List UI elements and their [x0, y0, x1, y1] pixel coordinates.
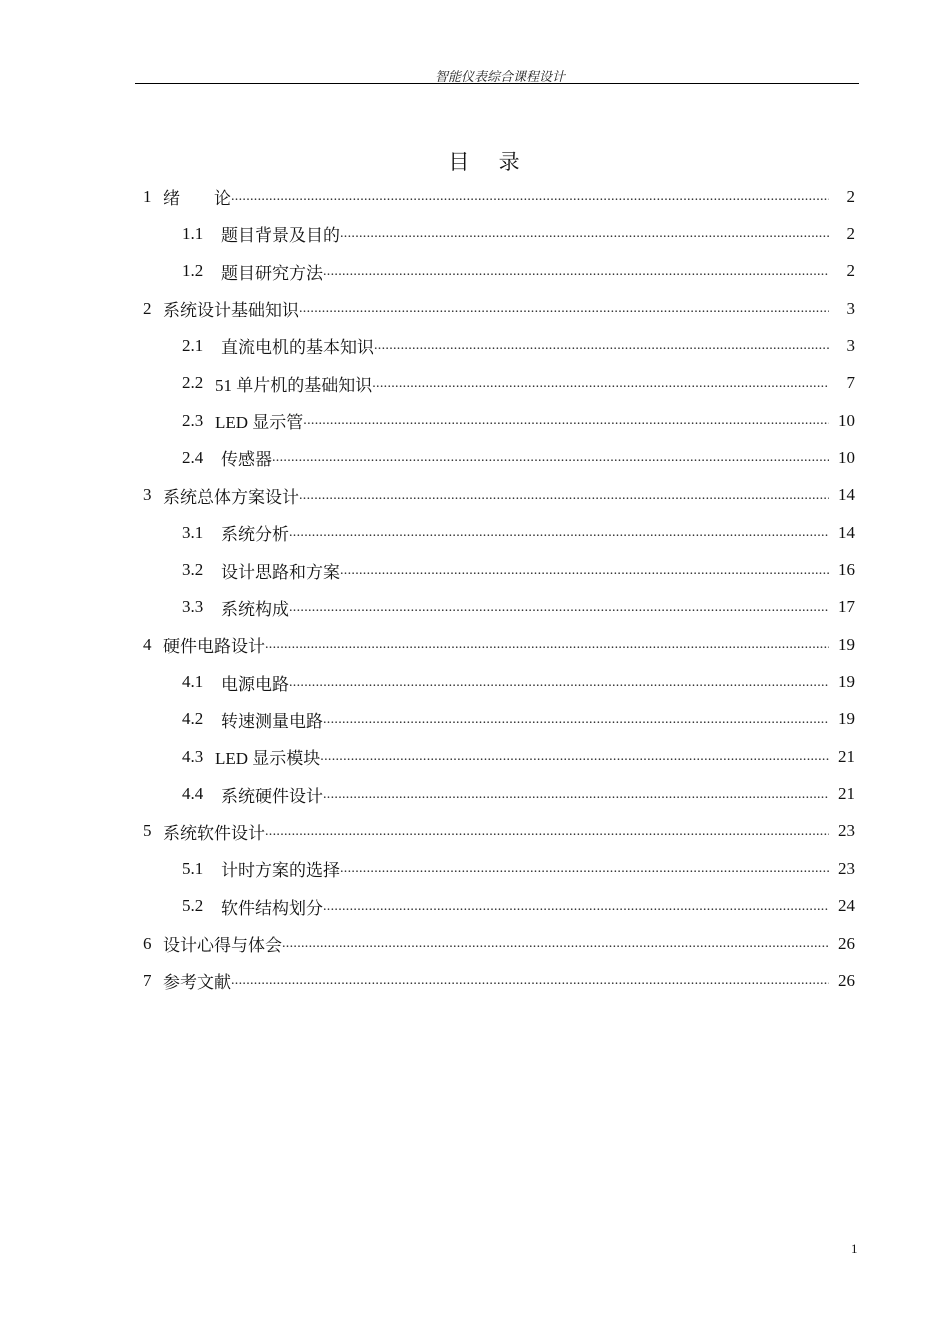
toc-entry-number: 7	[143, 970, 152, 990]
toc-entry-page: 23	[838, 858, 855, 878]
dot-leader	[289, 589, 829, 626]
toc-entry-page: 19	[838, 672, 855, 692]
toc-section-entry[interactable]	[182, 215, 855, 252]
toc-chapter-entry[interactable]	[143, 290, 855, 327]
dot-leader	[299, 290, 829, 327]
dot-leader	[323, 888, 829, 925]
toc-entry-number: 5.2	[182, 896, 204, 916]
toc-entry-number: 3.1	[182, 522, 204, 542]
toc-entry-number: 3	[143, 485, 152, 505]
toc-entry-title: 设计心得与体会	[163, 936, 282, 955]
toc-entry-page: 3	[846, 298, 855, 318]
toc-entry-number: 1	[143, 186, 152, 206]
dot-leader	[372, 365, 829, 402]
toc-section-entry[interactable]	[182, 402, 855, 439]
toc-section-entry[interactable]	[182, 776, 855, 813]
toc-entry-title: 计时方案的选择	[221, 861, 340, 881]
toc-entry-number: 5.1	[182, 858, 204, 878]
toc-entry-page: 7	[846, 373, 855, 393]
toc-entry-page: 2	[846, 186, 855, 206]
toc-chapter-entry[interactable]	[143, 962, 855, 999]
toc-chapter-entry[interactable]	[143, 925, 855, 962]
page-number: 1	[851, 1241, 858, 1256]
toc-entry-title: 软件结构划分	[221, 898, 323, 918]
toc-entry-title: 硬件电路设计	[163, 637, 265, 657]
dot-leader	[374, 327, 829, 364]
toc-entry-title: 系统总体方案设计	[163, 487, 299, 507]
dot-leader	[299, 477, 829, 514]
header-rule	[135, 83, 859, 84]
toc-entry-page: 23	[838, 821, 855, 841]
toc-entry-number: 4.1	[182, 672, 204, 692]
dot-leader	[340, 552, 829, 589]
dot-leader	[289, 664, 829, 701]
dot-leader	[231, 178, 829, 215]
toc-section-entry[interactable]	[182, 888, 855, 925]
toc-section-entry[interactable]	[182, 327, 855, 364]
toc-entry-title: 直流电机的基本知识	[221, 338, 374, 358]
toc-entry-page: 16	[838, 560, 855, 579]
toc-entry-title: 系统硬件设计	[221, 786, 323, 806]
dot-leader	[303, 402, 829, 439]
toc-entry-title: 题目研究方法	[221, 263, 323, 283]
toc-chapter-entry[interactable]	[143, 178, 855, 215]
toc-entry-page: 10	[838, 410, 855, 430]
dot-leader	[289, 514, 829, 551]
toc-entry-page: 19	[838, 634, 855, 654]
toc-entry-page: 14	[838, 485, 855, 505]
toc-entry-number: 3.2	[182, 560, 204, 579]
toc-entry-title: 参考文献	[163, 973, 231, 993]
toc-entry-number: 2.4	[182, 447, 204, 467]
toc-entry-number: 2	[143, 298, 152, 318]
toc-entry-title: 转速测量电路	[221, 711, 323, 731]
toc-entry-title: 题目背景及目的	[221, 226, 340, 246]
toc-entry-number: 4	[143, 634, 152, 654]
toc-entry-title: 电源电路	[221, 674, 289, 694]
toc-chapter-entry[interactable]	[143, 626, 855, 663]
toc-section-entry[interactable]	[182, 589, 855, 626]
toc-entry-page: 10	[838, 447, 855, 467]
toc-entry-page: 26	[838, 933, 855, 953]
toc-entry-number: 1.2	[182, 261, 204, 281]
dot-leader	[272, 439, 829, 476]
toc-entry-number: 4.4	[182, 784, 204, 804]
toc-section-entry[interactable]	[182, 439, 855, 476]
toc-entry-number: 4.3	[182, 746, 204, 766]
toc-entry-page: 26	[838, 970, 855, 990]
toc-entry-page: 14	[838, 522, 855, 542]
toc-entry-number: 3.3	[182, 597, 204, 617]
toc-entry-page: 2	[846, 261, 855, 281]
toc-entry-title: 系统设计基础知识	[163, 301, 299, 321]
toc-entry-title: 设计思路和方案	[221, 562, 340, 582]
dot-leader	[323, 701, 829, 738]
toc-section-entry[interactable]	[182, 664, 855, 701]
dot-leader	[340, 850, 829, 887]
toc-entry-number: 6	[143, 933, 152, 953]
toc-section-entry[interactable]	[182, 365, 855, 402]
toc-entry-page: 19	[838, 709, 855, 729]
dot-leader	[265, 626, 829, 663]
toc-entry-number: 2.1	[182, 335, 204, 355]
running-header: 智能仪表综合课程设计	[434, 69, 565, 84]
toc-chapter-entry[interactable]	[143, 813, 855, 850]
toc-entry-page: 3	[846, 335, 855, 355]
toc-section-entry[interactable]	[182, 738, 855, 775]
toc-entry-title: 系统构成	[221, 599, 289, 619]
dot-leader	[265, 813, 829, 850]
toc-entry-number: 1.1	[182, 223, 204, 243]
toc-entry-title: LED 显示模块	[215, 749, 321, 769]
toc-entry-number: 5	[143, 821, 152, 841]
toc-entry-title: LED 显示管	[215, 413, 304, 433]
dot-leader	[231, 962, 829, 999]
toc-entry-number: 4.2	[182, 709, 204, 729]
toc-entry-title: 系统软件设计	[163, 823, 265, 843]
toc-section-entry[interactable]	[182, 514, 855, 551]
toc-entry-title: 51 单片机的基础知识	[215, 375, 373, 395]
toc-entry-title: 系统分析	[221, 525, 289, 545]
toc-entry-title: 绪 论	[163, 189, 231, 208]
dot-leader	[320, 738, 829, 775]
toc-entry-page: 17	[838, 597, 855, 617]
toc-entry-page: 21	[838, 746, 855, 766]
toc-entry-page: 21	[838, 784, 855, 804]
toc-entry-title: 传感器	[221, 450, 272, 470]
toc-section-entry[interactable]	[182, 850, 855, 887]
toc-title: 目 录	[448, 150, 532, 174]
toc-entry-number: 2.3	[182, 410, 204, 430]
toc-entry-page: 2	[846, 223, 855, 243]
toc-entry-page: 24	[838, 896, 855, 916]
dot-leader	[323, 776, 829, 813]
toc-section-entry[interactable]	[182, 552, 855, 589]
toc-chapter-entry[interactable]	[143, 477, 855, 514]
toc-entry-number: 2.2	[182, 373, 204, 393]
toc-section-entry[interactable]	[182, 701, 855, 738]
toc-section-entry[interactable]	[182, 253, 855, 290]
dot-leader	[282, 925, 829, 962]
dot-leader	[323, 253, 829, 290]
dot-leader	[340, 215, 829, 252]
